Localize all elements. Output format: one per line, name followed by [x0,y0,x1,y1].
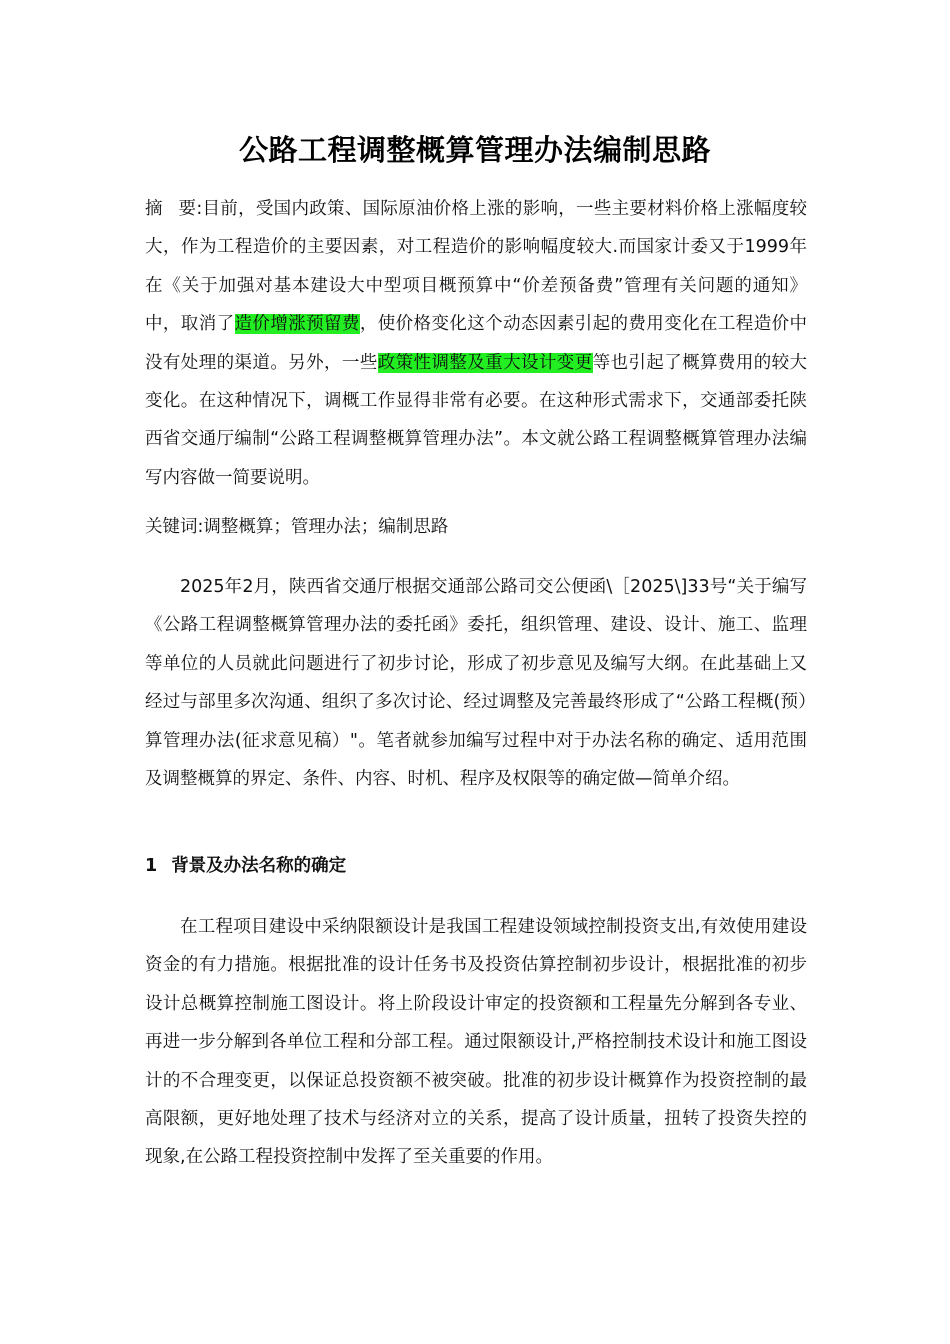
section-1-title: 背景及办法名称的确定 [171,856,347,876]
intro-paragraph: 2025年2月，陕西省交通厅根据交通部公路司交公便函\［2025\]33号“关于编写《公路工程调整概算管理办法的委托函》委托，组织管理、建设、设计、施工、监理等单位的人员就此问题进行了初步讨论，形成了初步意见及编写大纲。在此基础上又经过与部里多次沟通、组织了多次讨论、经过调整及完善最终形成了“公路工程概(预）算管理办法(征求意见稿）"。笔者就参加编写过程中对于办法名称的确定、适用范围及调整概算的界定、条件、内容、时机、程序及权限等的确定做—简单介绍。 [145,577,807,790]
section-1-heading [145,850,346,882]
abstract-text-part2: ，使价格变化这个动态因素引起的费用变化在工程造价中没有处理的渠道。另外，一些 [145,314,808,373]
abstract-label-second: 要: [178,199,203,219]
abstract-highlight-policy-change: 政策性调整及重大设计变更 [377,352,593,373]
abstract-highlight-reserve-fee: 造价增涨预留费 [234,314,360,335]
document-title: 公路工程调整概算管理办法编制思路 [238,133,711,167]
abstract-text-part1: 目前，受国内政策、国际原油价格上涨的影响，一些主要材料价格上涨幅度较大，作为工程造价的主要因素，对工程造价的影响幅度较大.而国家计委又于1999年在《关于加强对基本建设大中型项目概预算中“价差预备费”管理有关问题的通知》中，取消了 [145,199,808,335]
section-1-number: 1 [145,856,158,876]
abstract-paragraph [145,190,807,497]
abstract-text-part3: 等也引起了概算费用的较大变化。在这种情况下，调概工作显得非常有必要。在这种形式需求下，交通部委托陕西省交通厅编制“公路工程调整概算管理办法”。本文就公路工程调整概算管理办法编写内容做一简要说明。 [145,352,808,488]
keywords-line: 关键词:调整概算；管理办法；编制思路 [145,517,449,537]
abstract-label-first: 摘 [145,199,179,219]
section-1-paragraph: 在工程项目建设中采纳限额设计是我国工程建设领域控制投资支出,有效使用建设资金的有力措施。根据批准的设计任务书及投资估算控制初步设计，根据批准的初步设计总概算控制施工图设计。将上阶段设计审定的投资额和工程量先分解到各专业、再进一步分解到各单位工程和分部工程。通过限额设计,严格控制技术设计和施工图设计的不合理变更，以保证总投资额不被突破。批准的初步设计概算作为投资控制的最高限额，更好地处理了技术与经济对立的关系，提高了设计质量，扭转了投资失控的现象,在公路工程投资控制中发挥了至关重要的作用。 [145,917,807,1168]
